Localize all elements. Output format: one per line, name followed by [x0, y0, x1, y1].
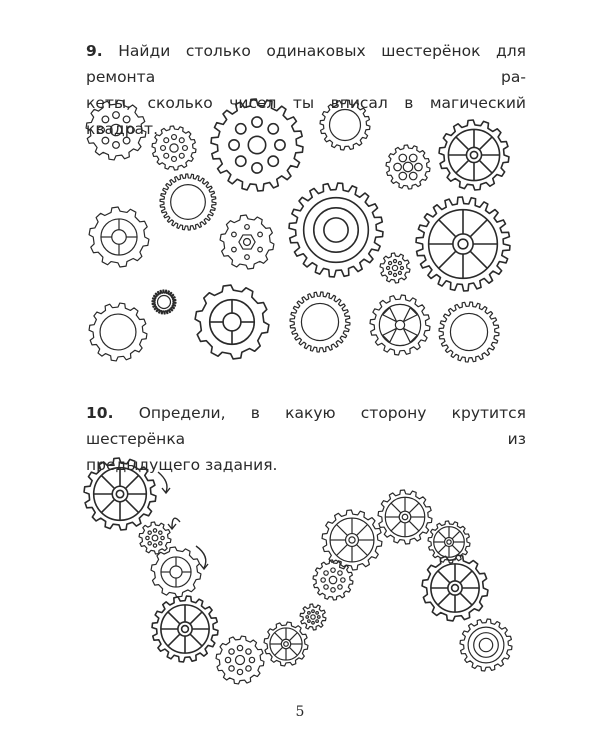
- task-10-gear: [84, 458, 156, 530]
- task-9-number: 9.: [86, 42, 103, 60]
- task-10-gear: [151, 547, 201, 597]
- rotation-arrow-icon: [168, 518, 180, 529]
- task-9-gear: [416, 197, 510, 291]
- task-9-gear: [152, 126, 196, 170]
- task-9-gear: [386, 145, 430, 189]
- task-9-gear: [86, 100, 146, 160]
- task-10-gear: [378, 490, 432, 544]
- task-10-line-1: Определи, в какую сторону крутится шестерёнка из: [86, 404, 526, 448]
- task-9-line-2: кеты, сколько чисел ты вписал в магический квадрат.: [86, 94, 526, 138]
- task-10-gear: [152, 596, 218, 662]
- task-10-gear: [264, 622, 308, 666]
- task-9-gear: [89, 207, 149, 267]
- task-10-number: 10.: [86, 404, 114, 422]
- task-9-gear: [89, 303, 147, 361]
- task-10-gear: [216, 636, 264, 684]
- page-number: 5: [295, 704, 305, 720]
- task-10-line-2: предыдущего задания.: [86, 456, 278, 474]
- task-9-gear: [439, 302, 499, 362]
- task-10-gear: [300, 604, 326, 630]
- task-9-gear: [289, 183, 383, 277]
- task-10-gear: [313, 560, 353, 600]
- task-9-line-1: Найди столько одинаковых шестерёнок для ремонта ра-: [86, 42, 526, 86]
- task-10-gear: [422, 555, 488, 621]
- task-9-gear: [220, 215, 274, 269]
- task-9-gear: [320, 100, 370, 150]
- task-9-gear: [439, 120, 509, 190]
- task-10-gear: [139, 522, 171, 554]
- task-9-gear: [211, 99, 303, 191]
- task-10-gear: [428, 521, 470, 563]
- task-9-gear: [370, 295, 430, 355]
- task-9-gear: [160, 174, 216, 230]
- task-10-gear: [460, 619, 512, 671]
- task-9-gear: [290, 292, 350, 352]
- task-9-gear: [195, 285, 269, 359]
- task-10-gear: [322, 510, 382, 570]
- task-9-gear: [380, 253, 410, 283]
- rotation-arrow-icon: [158, 472, 170, 493]
- task-9-gear: [152, 290, 176, 314]
